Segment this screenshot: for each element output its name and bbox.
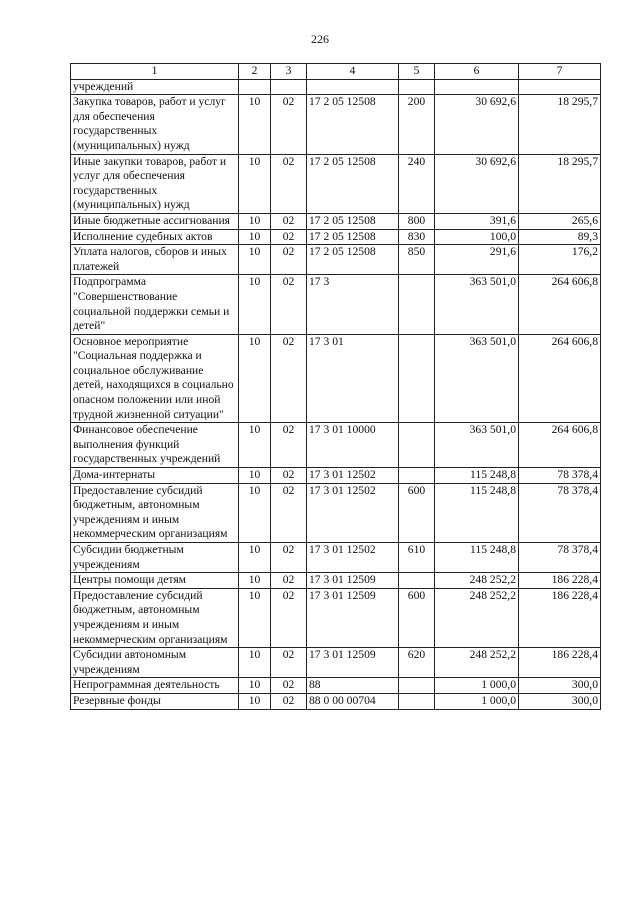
cell-subsection: 02: [271, 154, 307, 213]
cell-amount-fact: 18 295,7: [519, 154, 601, 213]
cell-expense-type: 600: [399, 588, 435, 647]
cell-expense-type: 240: [399, 154, 435, 213]
cell-name: Предоставление субсидий бюджетным, автономным учреждениям и иным некоммерческим организациям: [71, 483, 239, 542]
cell-expense-type: 610: [399, 543, 435, 573]
cell-expense-type: [399, 275, 435, 334]
cell-amount-plan: 248 252,2: [435, 573, 519, 589]
cell-target-code: 17 2 05 12508: [307, 245, 399, 275]
table-row: [71, 693, 601, 709]
cell-name: Непрограммная деятельность: [71, 678, 239, 694]
cell-amount-fact: 264 606,8: [519, 275, 601, 334]
cell-target-code: 17 3 01 10000: [307, 423, 399, 468]
budget-table: [70, 63, 601, 710]
cell-expense-type: [399, 334, 435, 423]
table-row: [71, 678, 601, 694]
cell-subsection: 02: [271, 229, 307, 245]
cell-target-code: 17 3 01 12502: [307, 468, 399, 484]
cell-expense-type: [399, 79, 435, 95]
cell-name: Субсидии автономным учреждениям: [71, 648, 239, 678]
cell-amount-plan: 100,0: [435, 229, 519, 245]
cell-target-code: 17 3 01 12509: [307, 573, 399, 589]
cell-section: 10: [239, 245, 271, 275]
cell-target-code: [307, 79, 399, 95]
cell-section: 10: [239, 213, 271, 229]
cell-amount-plan: 1 000,0: [435, 693, 519, 709]
cell-expense-type: [399, 573, 435, 589]
cell-subsection: 02: [271, 334, 307, 423]
table-row: [71, 483, 601, 542]
page-number: 226: [311, 32, 329, 46]
cell-subsection: 02: [271, 693, 307, 709]
cell-subsection: 02: [271, 678, 307, 694]
cell-expense-type: [399, 693, 435, 709]
cell-name: Закупка товаров, работ и услуг для обеспечения государственных (муниципальных) нужд: [71, 95, 239, 154]
cell-section: [239, 79, 271, 95]
cell-amount-fact: 300,0: [519, 678, 601, 694]
cell-target-code: 17 2 05 12508: [307, 154, 399, 213]
cell-amount-plan: 391,6: [435, 213, 519, 229]
cell-target-code: 17 2 05 12508: [307, 229, 399, 245]
cell-target-code: 17 2 05 12508: [307, 213, 399, 229]
table-row: [71, 229, 601, 245]
cell-amount-fact: 186 228,4: [519, 573, 601, 589]
cell-amount-fact: 18 295,7: [519, 95, 601, 154]
cell-subsection: 02: [271, 648, 307, 678]
cell-subsection: 02: [271, 468, 307, 484]
cell-section: 10: [239, 573, 271, 589]
cell-section: 10: [239, 229, 271, 245]
cell-amount-plan: 248 252,2: [435, 648, 519, 678]
cell-section: 10: [239, 648, 271, 678]
cell-name: Иные закупки товаров, работ и услуг для обеспечения государственных (муниципальных) нужд: [71, 154, 239, 213]
table-row: [71, 154, 601, 213]
cell-name: Резервные фонды: [71, 693, 239, 709]
cell-section: 10: [239, 154, 271, 213]
cell-subsection: [271, 79, 307, 95]
cell-amount-fact: [519, 79, 601, 95]
cell-amount-plan: 248 252,2: [435, 588, 519, 647]
table-row: [71, 588, 601, 647]
cell-section: 10: [239, 275, 271, 334]
cell-subsection: 02: [271, 275, 307, 334]
cell-target-code: 17 3 01 12509: [307, 648, 399, 678]
cell-name: Предоставление субсидий бюджетным, автономным учреждениям и иным некоммерческим организациям: [71, 588, 239, 647]
cell-target-code: 17 3 01 12502: [307, 543, 399, 573]
col-header-1: 1: [71, 64, 239, 80]
cell-target-code: 17 3 01: [307, 334, 399, 423]
table-row: [71, 573, 601, 589]
cell-expense-type: [399, 678, 435, 694]
cell-expense-type: 200: [399, 95, 435, 154]
header-row: [71, 64, 601, 80]
table-row: [71, 423, 601, 468]
cell-target-code: 88: [307, 678, 399, 694]
cell-name: Уплата налогов, сборов и иных платежей: [71, 245, 239, 275]
cell-amount-fact: 186 228,4: [519, 588, 601, 647]
cell-name: Дома-интернаты: [71, 468, 239, 484]
cell-section: 10: [239, 543, 271, 573]
cell-amount-fact: 89,3: [519, 229, 601, 245]
cell-amount-plan: 115 248,8: [435, 483, 519, 542]
cell-amount-plan: 30 692,6: [435, 95, 519, 154]
cell-amount-plan: 363 501,0: [435, 275, 519, 334]
table-row: [71, 648, 601, 678]
cell-amount-fact: 265,6: [519, 213, 601, 229]
cell-target-code: 17 3 01 12509: [307, 588, 399, 647]
col-header-5: 5: [399, 64, 435, 80]
cell-amount-plan: 291,6: [435, 245, 519, 275]
cell-amount-fact: 264 606,8: [519, 334, 601, 423]
cell-name: Финансовое обеспечение выполнения функций государственных учреждений: [71, 423, 239, 468]
cell-amount-fact: 186 228,4: [519, 648, 601, 678]
cell-name: Исполнение судебных актов: [71, 229, 239, 245]
table-row: [71, 468, 601, 484]
col-header-6: 6: [435, 64, 519, 80]
table-row: [71, 275, 601, 334]
cell-subsection: 02: [271, 245, 307, 275]
cell-section: 10: [239, 468, 271, 484]
cell-subsection: 02: [271, 95, 307, 154]
cell-expense-type: 800: [399, 213, 435, 229]
cell-section: 10: [239, 334, 271, 423]
cell-expense-type: 600: [399, 483, 435, 542]
cell-name: Центры помощи детям: [71, 573, 239, 589]
cell-amount-plan: 1 000,0: [435, 678, 519, 694]
cell-amount-fact: 176,2: [519, 245, 601, 275]
cell-subsection: 02: [271, 213, 307, 229]
cell-name: Субсидии бюджетным учреждениям: [71, 543, 239, 573]
cell-section: 10: [239, 678, 271, 694]
cell-expense-type: 620: [399, 648, 435, 678]
col-header-3: 3: [271, 64, 307, 80]
cell-amount-fact: 78 378,4: [519, 543, 601, 573]
cell-amount-plan: 363 501,0: [435, 334, 519, 423]
table-body: [71, 79, 601, 709]
cell-amount-plan: 115 248,8: [435, 543, 519, 573]
col-header-4: 4: [307, 64, 399, 80]
table-row: [71, 543, 601, 573]
cell-section: 10: [239, 588, 271, 647]
cell-subsection: 02: [271, 543, 307, 573]
cell-amount-fact: 264 606,8: [519, 423, 601, 468]
cell-target-code: 17 2 05 12508: [307, 95, 399, 154]
cell-subsection: 02: [271, 588, 307, 647]
cell-expense-type: [399, 468, 435, 484]
table-row: [71, 79, 601, 95]
cell-expense-type: [399, 423, 435, 468]
cell-section: 10: [239, 423, 271, 468]
cell-amount-plan: 30 692,6: [435, 154, 519, 213]
cell-amount-fact: 300,0: [519, 693, 601, 709]
cell-expense-type: 850: [399, 245, 435, 275]
cell-subsection: 02: [271, 423, 307, 468]
cell-amount-fact: 78 378,4: [519, 483, 601, 542]
cell-amount-fact: 78 378,4: [519, 468, 601, 484]
table-row: [71, 334, 601, 423]
col-header-2: 2: [239, 64, 271, 80]
cell-section: 10: [239, 483, 271, 542]
cell-name: Основное мероприятие "Социальная поддержка и социальное обслуживание детей, находящихся в социально опасном положении или иной трудной жизненной ситуации": [71, 334, 239, 423]
cell-target-code: 17 3: [307, 275, 399, 334]
cell-section: 10: [239, 693, 271, 709]
cell-subsection: 02: [271, 483, 307, 542]
table-row: [71, 95, 601, 154]
cell-target-code: 88 0 00 00704: [307, 693, 399, 709]
col-header-7: 7: [519, 64, 601, 80]
cell-name: Иные бюджетные ассигнования: [71, 213, 239, 229]
cell-name: Подпрограмма "Совершенствование социальной поддержки семьи и детей": [71, 275, 239, 334]
cell-target-code: 17 3 01 12502: [307, 483, 399, 542]
cell-name: учреждений: [71, 79, 239, 95]
cell-amount-plan: 363 501,0: [435, 423, 519, 468]
cell-expense-type: 830: [399, 229, 435, 245]
table-row: [71, 213, 601, 229]
cell-subsection: 02: [271, 573, 307, 589]
cell-amount-plan: [435, 79, 519, 95]
cell-section: 10: [239, 95, 271, 154]
table-row: [71, 245, 601, 275]
cell-amount-plan: 115 248,8: [435, 468, 519, 484]
